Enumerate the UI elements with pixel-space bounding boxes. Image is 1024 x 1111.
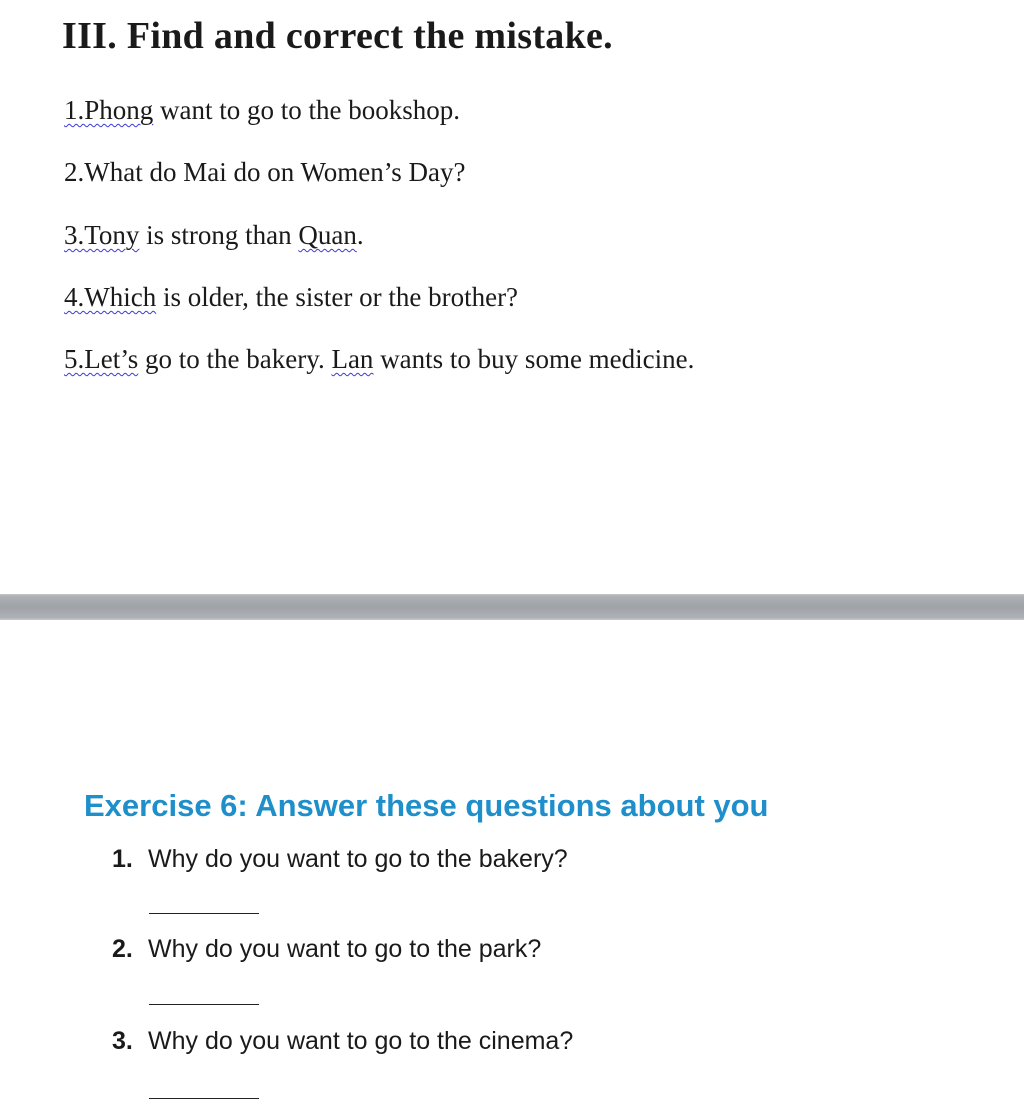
mistake-item-3: 3.Tony is strong than Quan. bbox=[64, 220, 364, 250]
exercise-title: Exercise 6: Answer these questions about you bbox=[84, 788, 769, 823]
question-item: 3. Why do you want to go to the cinema? bbox=[112, 1027, 574, 1055]
misspelled-word[interactable]: 1.Phong bbox=[64, 95, 154, 125]
misspelled-word[interactable]: Quan bbox=[298, 220, 357, 250]
section-title: III. Find and correct the mistake. bbox=[62, 15, 613, 57]
page-break-gap bbox=[0, 594, 1024, 620]
answer-blank[interactable] bbox=[149, 1004, 259, 1005]
mistake-item-1: 1.Phong want to go to the bookshop. bbox=[64, 95, 461, 125]
mistake-item-2: 2.What do Mai do on Women’s Day? bbox=[64, 157, 466, 187]
misspelled-word[interactable]: 3.Tony bbox=[64, 220, 140, 250]
answer-blank[interactable] bbox=[149, 1098, 259, 1099]
misspelled-word[interactable]: 5.Let’s bbox=[64, 344, 139, 374]
answer-blank[interactable] bbox=[149, 913, 259, 914]
question-item: 1. Why do you want to go to the bakery? bbox=[112, 845, 568, 873]
document-page-bottom bbox=[0, 620, 1024, 1111]
question-item: 2. Why do you want to go to the park? bbox=[112, 935, 542, 963]
misspelled-word[interactable]: Lan bbox=[331, 344, 374, 374]
misspelled-word[interactable]: 4.Which bbox=[64, 282, 157, 312]
mistake-item-4: 4.Which is older, the sister or the brother? bbox=[64, 282, 519, 312]
mistake-item-5: 5.Let’s go to the bakery. Lan wants to buy some medicine. bbox=[64, 344, 695, 374]
